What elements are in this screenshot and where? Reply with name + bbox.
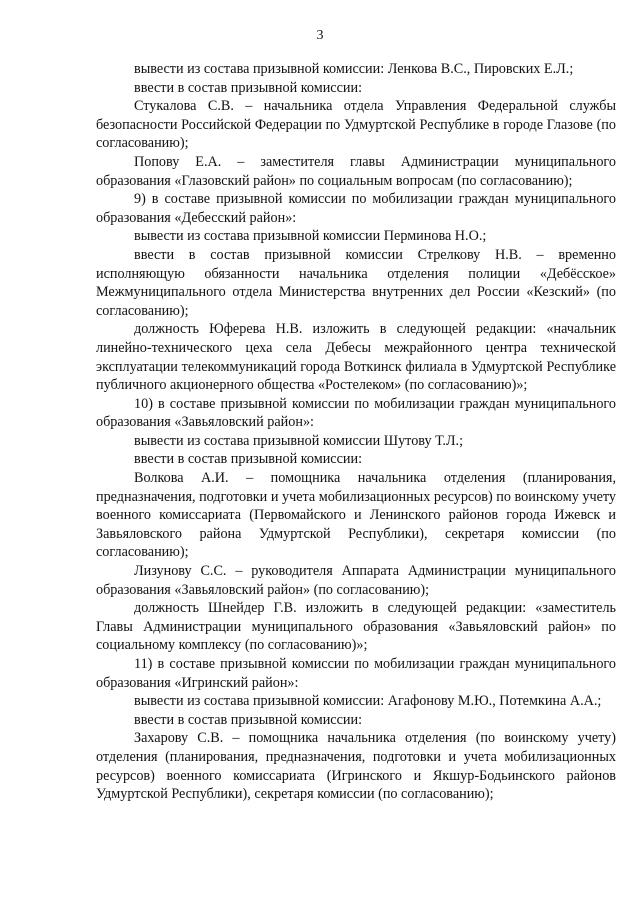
paragraph: вывести из состава призывной комиссии: Ленкова В.С., Пировских Е.Л.; [134, 61, 574, 77]
paragraph: Лизунову С.С. – руководителя Аппарата Администрации муниципального образования «Завьяловский район» (по согласованию); [96, 563, 616, 598]
paragraph: Стукалова С.В. – начальника отдела Управления Федеральной службы безопасности Российской Федерации по Удмуртской Республике в городе Глазове (по согласованию); [96, 98, 616, 152]
paragraph: Волкова А.И. – помощника начальника отделения (планирования, предназначения, подготовки и учета мобилизационных ресурсов) по воинскому учету военного комиссариата (Первомайского и Ленинского районов города Ижевск и Завьяловского района Удмуртской Республики), секретаря комиссии (по согласованию); [96, 470, 616, 561]
paragraph: вывести из состава призывной комиссии Шутову Т.Л.; [134, 432, 464, 449]
paragraph: ввести в состав призывной комиссии: [134, 451, 363, 468]
paragraph: Попову Е.А. – заместителя главы Администрации муниципального образования «Глазовский район» по социальным вопросам (по согласованию); [96, 153, 616, 189]
paragraph: ввести в состав призывной комиссии: [134, 79, 363, 96]
paragraph: 11) в составе призывной комиссии по мобилизации граждан муниципального образования «Игринский район»: [96, 656, 616, 691]
paragraph: 10) в составе призывной комиссии по мобилизации граждан муниципального образования «Завьяловский район»: [96, 395, 616, 431]
paragraph: ввести в состав призывной комиссии Стрелкову Н.В. – временно исполняющую обязанности начальника отделения полиции «Дебёсское» Межмуниципального отдела Министерства внутренних дел России «Кезский» (по согласованию); [96, 246, 616, 319]
paragraph: ввести в состав призывной комиссии: [134, 711, 363, 728]
paragraph: вывести из состава призывной комиссии: Агафонову М.Ю., Потемкина А.А.; [134, 693, 602, 710]
page-number: 3 [316, 28, 324, 43]
paragraph: вывести из состава призывной комиссии Перминова Н.О.; [134, 228, 487, 245]
paragraph: должность Юферева Н.В. изложить в следующей редакции: «начальник линейно-технического цеха села Дебесы межрайонного центра технической эксплуатации телекоммуникаций города Воткинск филиала в Удмуртской Республике публичного акционерного общества «Ростелеком» (по согласованию)»; [96, 321, 616, 394]
paragraph: Захарову С.В. – помощника начальника отделения (по воинскому учету) отделения (планирования, предназначения, подготовки и учета мобилизационных ресурсов) военного комиссариата (Игринского и Якшур-Бодьинского районов Удмуртской Республики), секретаря комиссии (по согласованию); [96, 730, 616, 803]
paragraph: должность Шнейдер Г.В. изложить в следующей редакции: «заместитель Главы Администрации муниципального образования «Завьяловский район» по социальному комплексу (по согласованию)»; [96, 600, 616, 654]
document-body [96, 60, 616, 804]
paragraph: 9) в составе призывной комиссии по мобилизации граждан муниципального образования «Дебесский район»: [96, 191, 616, 226]
